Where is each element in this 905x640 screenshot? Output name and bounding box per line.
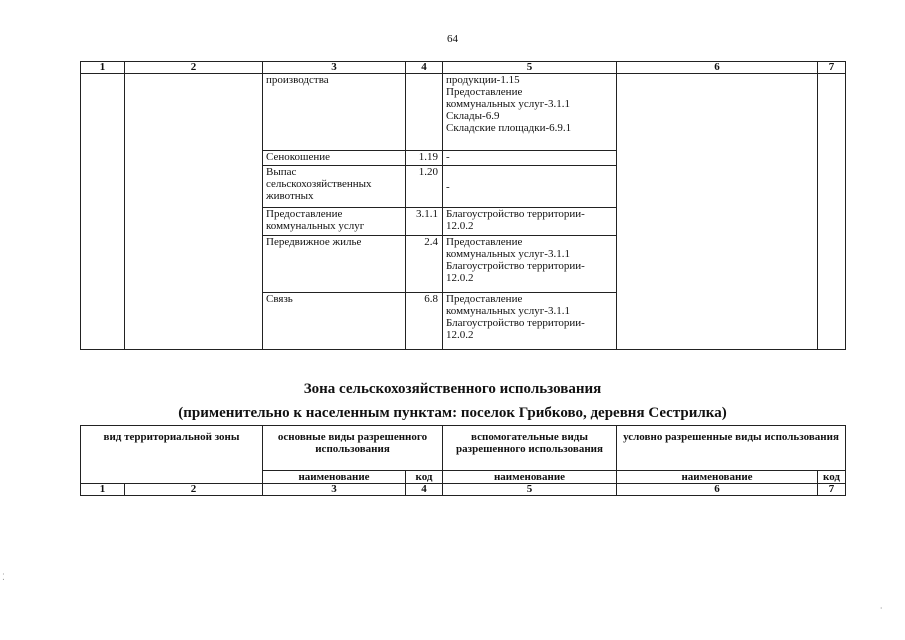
- aux-line: Благоустройство территории-: [446, 317, 585, 329]
- aux-uses: -: [443, 151, 617, 166]
- aux-uses: [443, 236, 617, 293]
- col-6-number: 6: [617, 484, 818, 496]
- aux-line: Склады-6.9: [446, 110, 500, 122]
- aux-line: Предоставление: [446, 293, 523, 305]
- aux-uses: -: [443, 166, 617, 208]
- aux-line: Благоустройство территории-: [446, 208, 585, 220]
- use-code: 1.20: [406, 166, 443, 208]
- zone-name-cell: [125, 74, 263, 350]
- col-5-number: 5: [443, 484, 617, 496]
- col-2-header: 2: [125, 62, 263, 74]
- use-name: Предоставление коммунальных услуг: [263, 208, 406, 236]
- aux-uses: [443, 208, 617, 236]
- cond-name-label: наименование: [617, 471, 818, 484]
- main-uses-header: основные виды разрешенного использования: [263, 426, 443, 471]
- aux-line: 12.0.2: [446, 329, 474, 341]
- aux-line: 12.0.2: [446, 272, 474, 284]
- aux-line: коммунальных услуг-3.1.1: [446, 98, 570, 110]
- aux-uses: [443, 293, 617, 350]
- col-5-header: 5: [443, 62, 617, 74]
- main-code-label: код: [406, 471, 443, 484]
- zone-cell: [81, 74, 125, 350]
- aux-uses-header: вспомогательные виды разрешенного использования: [443, 426, 617, 471]
- use-code: 6.8: [406, 293, 443, 350]
- use-name: Сенокошение: [263, 151, 406, 166]
- col-3-number: 3: [263, 484, 406, 496]
- page-number: 64: [447, 33, 458, 45]
- aux-line: Предоставление: [446, 86, 523, 98]
- header-row: [81, 426, 846, 471]
- column-number-row: [81, 484, 846, 496]
- scan-speck: ⸳: [880, 602, 883, 612]
- aux-uses: [443, 74, 617, 151]
- main-name-label: наименование: [263, 471, 406, 484]
- aux-line: Предоставление: [446, 236, 523, 248]
- col-3-header: 3: [263, 62, 406, 74]
- aux-line: 12.0.2: [446, 220, 474, 232]
- use-code: 2.4: [406, 236, 443, 293]
- conditional-uses-cell: [617, 74, 818, 350]
- col-4-number: 4: [406, 484, 443, 496]
- col-6-header: 6: [617, 62, 818, 74]
- col-2-number: 2: [125, 484, 263, 496]
- use-code: 1.19: [406, 151, 443, 166]
- aux-line: Складские площадки-6.9.1: [446, 122, 572, 134]
- column-number-row: [81, 62, 846, 74]
- col-4-header: 4: [406, 62, 443, 74]
- table-row: [81, 74, 846, 151]
- aux-line: коммунальных услуг-3.1.1: [446, 248, 570, 260]
- conditional-uses-header: условно разрешенные виды использования: [617, 426, 846, 471]
- col-7-number: 7: [818, 484, 846, 496]
- section-subtitle: (применительно к населенным пунктам: поселок Грибково, деревня Сестрилка): [178, 405, 727, 421]
- zone-header-table: [80, 425, 846, 496]
- aux-line: коммунальных услуг-3.1.1: [446, 305, 570, 317]
- continuation-table: [80, 61, 846, 350]
- use-name: Выпас сельскохозяйственных животных: [263, 166, 406, 208]
- col-7-header: 7: [818, 62, 846, 74]
- cond-code-label: код: [818, 471, 846, 484]
- zone-type-header: вид территориальной зоны: [81, 426, 263, 484]
- use-code: 3.1.1: [406, 208, 443, 236]
- aux-line: продукции-1.15: [446, 74, 520, 86]
- col-1-number: 1: [81, 484, 125, 496]
- use-name: Связь: [263, 293, 406, 350]
- scan-speck: ⁚: [2, 572, 5, 582]
- section-title: Зона сельскохозяйственного использования: [303, 381, 602, 397]
- aux-line: Благоустройство территории-: [446, 260, 585, 272]
- col-1-header: 1: [81, 62, 125, 74]
- use-code: [406, 74, 443, 151]
- conditional-code-cell: [818, 74, 846, 350]
- aux-name-label: наименование: [443, 471, 617, 484]
- use-name: производства: [263, 74, 406, 151]
- use-name: Передвижное жилье: [263, 236, 406, 293]
